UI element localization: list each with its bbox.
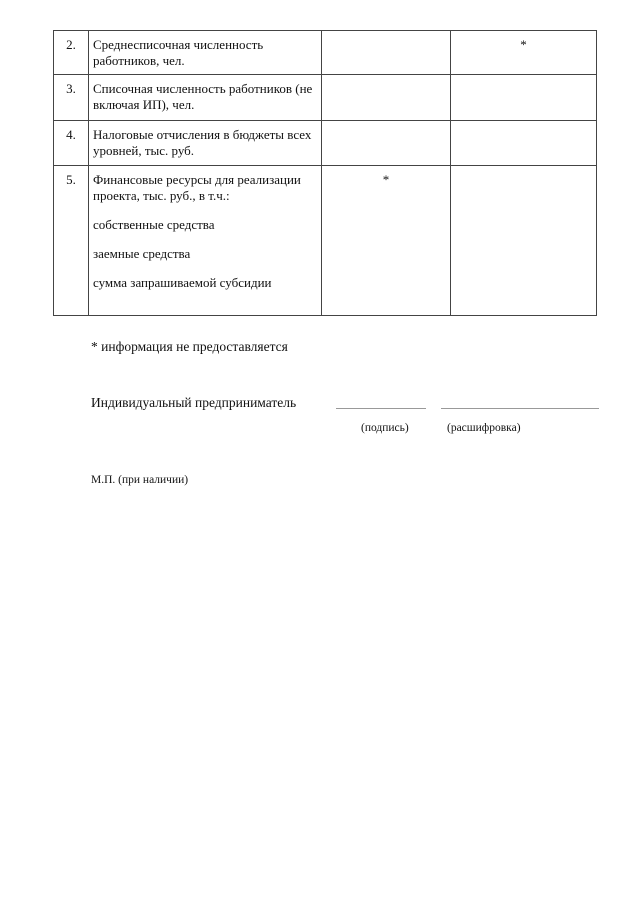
row-number-cell [54, 121, 89, 166]
row-number: 2. [66, 37, 76, 52]
indicator-name: Финансовые ресурсы для реализации проекта, тыс. руб., в т.ч.: [93, 172, 301, 203]
table-row [54, 121, 597, 166]
value-a: * [382, 172, 390, 187]
signer-role-label: Индивидуальный предприниматель [91, 395, 297, 410]
value-cell-b[interactable] [451, 31, 597, 75]
sub-item-requested-subsidy: сумма запрашиваемой субсидии [93, 275, 272, 290]
signature-line[interactable] [336, 408, 426, 409]
sub-item-borrowed-funds: заемные средства [93, 246, 191, 261]
value-a [322, 121, 450, 131]
value-cell-b[interactable] [451, 75, 597, 121]
decoding-caption: (расшифровка) [447, 422, 521, 434]
row-number: 3. [66, 81, 76, 96]
value-cell-a[interactable] [322, 31, 451, 75]
footnote: * информация не предоставляется [91, 339, 288, 354]
name-decoding-line[interactable] [441, 408, 599, 409]
table-row [54, 166, 597, 316]
row-number-cell [54, 166, 89, 316]
value-a [322, 75, 450, 85]
indicator-name-cell [89, 31, 322, 75]
stamp-placeholder: М.П. (при наличии) [91, 474, 189, 486]
indicator-name: Списочная численность работников (не включая ИП), чел. [93, 81, 313, 112]
sub-item-own-funds: собственные средства [93, 217, 215, 232]
value-a [322, 31, 450, 41]
value-cell-a[interactable] [322, 121, 451, 166]
value-b [451, 166, 596, 176]
indicators-table [53, 30, 597, 316]
indicator-name-cell [89, 75, 322, 121]
value-b [451, 121, 596, 131]
value-cell-b[interactable] [451, 121, 597, 166]
row-number-cell [54, 31, 89, 75]
row-number-cell [54, 75, 89, 121]
table-row [54, 75, 597, 121]
indicator-name-cell [89, 166, 322, 316]
row-number: 4. [66, 127, 76, 142]
indicator-name: Налоговые отчисления в бюджеты всех уровней, тыс. руб. [93, 127, 312, 158]
value-cell-b[interactable] [451, 166, 597, 316]
indicator-name: Среднесписочная численность работников, чел. [93, 37, 264, 68]
value-cell-a[interactable] [322, 75, 451, 121]
value-b: * [520, 37, 527, 52]
table-row [54, 31, 597, 75]
value-b [451, 75, 596, 85]
signature-caption: (подпись) [361, 422, 409, 434]
value-cell-a[interactable] [322, 166, 451, 316]
row-number: 5. [66, 172, 76, 187]
indicator-name-cell [89, 121, 322, 166]
